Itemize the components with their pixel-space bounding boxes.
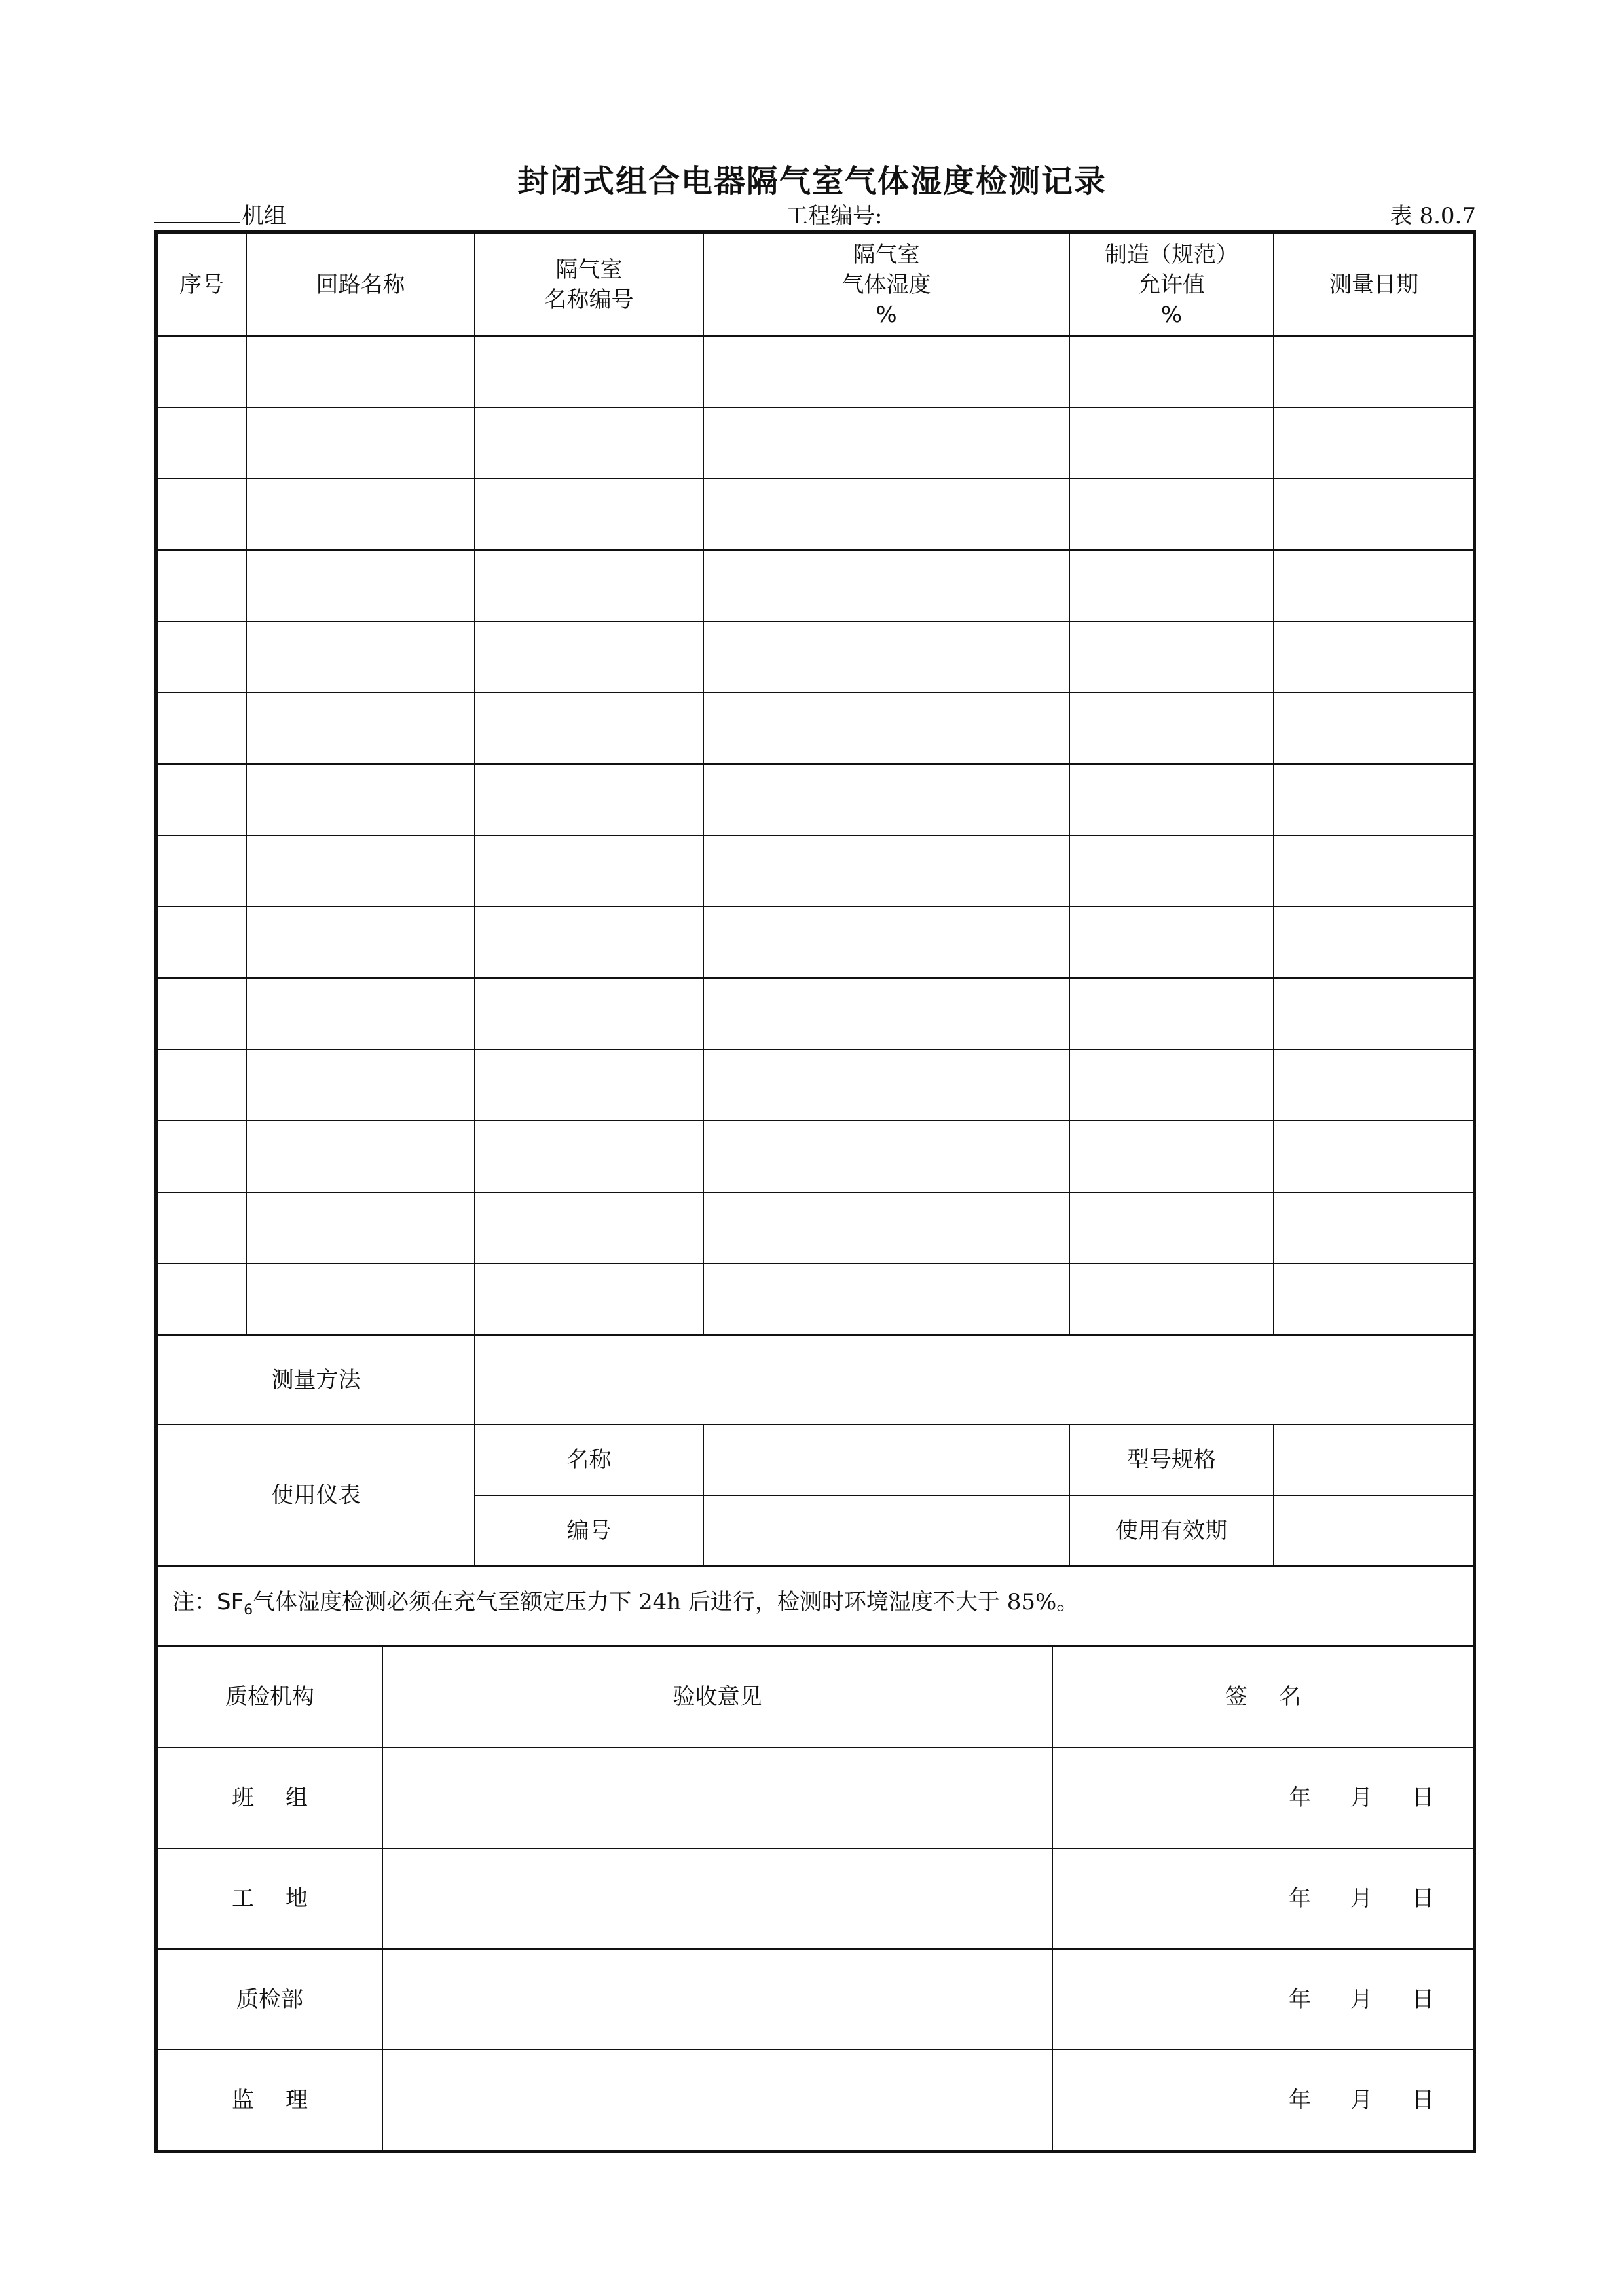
cell-seq[interactable] <box>157 479 246 550</box>
signoff-org-a: 班 <box>232 1785 254 1811</box>
cell-allowed[interactable] <box>1069 1049 1274 1121</box>
instrument-validity-label: 使用有效期 <box>1069 1495 1274 1566</box>
cell-chamber[interactable] <box>475 764 703 835</box>
date-day-label: 日 <box>1412 2087 1434 2113</box>
cell-seq[interactable] <box>157 1192 246 1264</box>
col-seq: 序号 <box>157 234 246 336</box>
date-year-label: 年 <box>1289 1986 1311 2013</box>
note-sub: 6 <box>244 1601 253 1618</box>
table-row <box>157 1264 1474 1335</box>
cell-allowed[interactable] <box>1069 479 1274 550</box>
signoff-row <box>157 1747 1474 1848</box>
instrument-number-label: 编号 <box>475 1495 703 1566</box>
cell-humidity[interactable] <box>703 1264 1069 1335</box>
table-row <box>157 1049 1474 1121</box>
cell-humidity[interactable] <box>703 621 1069 693</box>
cell-chamber[interactable] <box>475 693 703 764</box>
cell-chamber[interactable] <box>475 835 703 907</box>
col-date: 测量日期 <box>1274 234 1474 336</box>
cell-date[interactable] <box>1274 835 1474 907</box>
sign-label-a: 签 <box>1225 1684 1247 1710</box>
signoff-org-b: 组 <box>286 1785 308 1811</box>
instrument-name-input[interactable] <box>703 1425 1069 1495</box>
cell-date[interactable] <box>1274 1192 1474 1264</box>
cell-circuit[interactable] <box>246 907 475 978</box>
signoff-org <box>157 1747 382 1848</box>
sign-date[interactable] <box>1052 1949 1474 2050</box>
cell-chamber[interactable] <box>475 1049 703 1121</box>
cell-chamber[interactable] <box>475 336 703 407</box>
unit-blank-line[interactable] <box>154 202 240 223</box>
opinion-label: 验收意见 <box>382 1647 1052 1747</box>
header-row <box>157 234 1474 336</box>
date-month-label: 月 <box>1350 2087 1373 2113</box>
cell-seq[interactable] <box>157 693 246 764</box>
method-input[interactable] <box>475 1335 1474 1425</box>
note-text <box>157 1566 1474 1646</box>
cell-date[interactable] <box>1274 978 1474 1049</box>
cell-circuit[interactable] <box>246 407 475 479</box>
cell-chamber[interactable] <box>475 978 703 1049</box>
cell-humidity[interactable] <box>703 407 1069 479</box>
cell-date[interactable] <box>1274 621 1474 693</box>
cell-circuit[interactable] <box>246 764 475 835</box>
cell-seq[interactable] <box>157 407 246 479</box>
col-chamber-line2: 名称编号 <box>544 287 634 313</box>
cell-circuit[interactable] <box>246 978 475 1049</box>
cell-seq[interactable] <box>157 1264 246 1335</box>
instrument-model-input[interactable] <box>1274 1425 1474 1495</box>
date-year-label: 年 <box>1289 1785 1311 1811</box>
opinion-input[interactable] <box>382 2050 1052 2151</box>
signoff-row <box>157 1949 1474 2050</box>
cell-date[interactable] <box>1274 407 1474 479</box>
signoff-org <box>157 1848 382 1949</box>
cell-allowed[interactable] <box>1069 1264 1274 1335</box>
cell-humidity[interactable] <box>703 1192 1069 1264</box>
note-prefix: 注： <box>172 1588 217 1615</box>
cell-seq[interactable] <box>157 978 246 1049</box>
cell-circuit[interactable] <box>246 1192 475 1264</box>
cell-chamber[interactable] <box>475 1192 703 1264</box>
table-row <box>157 907 1474 978</box>
signoff-org-b: 理 <box>286 2087 308 2113</box>
col-humidity-unit: % <box>876 302 897 328</box>
col-humidity-line2: 气体湿度 <box>841 272 931 298</box>
instrument-model-label: 型号规格 <box>1069 1425 1274 1495</box>
cell-date[interactable] <box>1274 764 1474 835</box>
sign-label <box>1052 1647 1474 1747</box>
signoff-header-row <box>157 1647 1474 1747</box>
cell-date[interactable] <box>1274 1049 1474 1121</box>
cell-circuit[interactable] <box>246 693 475 764</box>
col-circuit: 回路名称 <box>246 234 475 336</box>
signoff-org <box>157 1949 382 2050</box>
note-rest: 气体湿度检测必须在充气至额定压力下 24h 后进行，检测时环境湿度不大于 85%。 <box>253 1588 1079 1615</box>
cell-chamber[interactable] <box>475 907 703 978</box>
instrument-name-label: 名称 <box>475 1425 703 1495</box>
date-day-label: 日 <box>1412 1785 1434 1811</box>
col-allowed-line1: 制造（规范） <box>1105 242 1238 268</box>
signoff-org-b: 地 <box>286 1886 308 1912</box>
cell-circuit[interactable] <box>246 479 475 550</box>
table-row <box>157 336 1474 407</box>
cell-circuit[interactable] <box>246 1264 475 1335</box>
table-row <box>157 621 1474 693</box>
cell-allowed[interactable] <box>1069 978 1274 1049</box>
measurement-table <box>157 233 1475 1647</box>
unit-field <box>154 198 286 230</box>
cell-circuit[interactable] <box>246 336 475 407</box>
col-humidity <box>703 234 1069 336</box>
cell-seq[interactable] <box>157 336 246 407</box>
cell-chamber[interactable] <box>475 1264 703 1335</box>
page-title: 封闭式组合电器隔气室气体湿度检测记录 <box>517 163 1107 200</box>
cell-circuit[interactable] <box>246 550 475 621</box>
cell-seq[interactable] <box>157 550 246 621</box>
signoff-org-a: 工 <box>232 1886 254 1912</box>
instrument-validity-input[interactable] <box>1274 1495 1474 1566</box>
cell-seq[interactable] <box>157 1121 246 1192</box>
cell-allowed[interactable] <box>1069 835 1274 907</box>
cell-circuit[interactable] <box>246 1049 475 1121</box>
col-allowed-line2: 允许值 <box>1138 272 1205 298</box>
date-month-label: 月 <box>1350 1986 1373 2013</box>
cell-humidity[interactable] <box>703 764 1069 835</box>
table-row <box>157 1121 1474 1192</box>
cell-allowed[interactable] <box>1069 1192 1274 1264</box>
cell-seq[interactable] <box>157 1049 246 1121</box>
table-number: 表 8.0.7 <box>1390 203 1476 229</box>
cell-humidity[interactable] <box>703 907 1069 978</box>
cell-circuit[interactable] <box>246 835 475 907</box>
cell-seq[interactable] <box>157 835 246 907</box>
method-label: 测量方法 <box>157 1335 475 1425</box>
table-row <box>157 479 1474 550</box>
date-year-label: 年 <box>1289 2087 1311 2113</box>
note-sf: SF <box>217 1588 244 1615</box>
cell-chamber[interactable] <box>475 1121 703 1192</box>
table-row <box>157 693 1474 764</box>
date-year-label: 年 <box>1289 1886 1311 1912</box>
project-number-label: 工程编号: <box>786 203 883 229</box>
table-row <box>157 764 1474 835</box>
cell-humidity[interactable] <box>703 1049 1069 1121</box>
table-row <box>157 978 1474 1049</box>
opinion-input[interactable] <box>382 1747 1052 1848</box>
cell-chamber[interactable] <box>475 407 703 479</box>
cell-allowed[interactable] <box>1069 407 1274 479</box>
col-humidity-line1: 隔气室 <box>853 242 920 268</box>
cell-allowed[interactable] <box>1069 336 1274 407</box>
sign-date[interactable] <box>1052 2050 1474 2151</box>
signoff-org <box>157 2050 382 2151</box>
col-allowed-unit: % <box>1160 302 1183 328</box>
cell-seq[interactable] <box>157 764 246 835</box>
cell-seq[interactable] <box>157 907 246 978</box>
cell-circuit[interactable] <box>246 621 475 693</box>
cell-date[interactable] <box>1274 336 1474 407</box>
instrument-row-1 <box>157 1425 1474 1495</box>
opinion-input[interactable] <box>382 1949 1052 2050</box>
cell-humidity[interactable] <box>703 479 1069 550</box>
opinion-input[interactable] <box>382 1848 1052 1949</box>
cell-humidity[interactable] <box>703 835 1069 907</box>
cell-allowed[interactable] <box>1069 693 1274 764</box>
col-chamber <box>475 234 703 336</box>
instrument-label: 使用仪表 <box>157 1425 475 1566</box>
cell-date[interactable] <box>1274 550 1474 621</box>
cell-humidity[interactable] <box>703 693 1069 764</box>
cell-humidity[interactable] <box>703 1121 1069 1192</box>
cell-date[interactable] <box>1274 693 1474 764</box>
col-chamber-line1: 隔气室 <box>555 257 623 283</box>
sign-label-b: 名 <box>1279 1684 1301 1710</box>
cell-date[interactable] <box>1274 907 1474 978</box>
table-row <box>157 835 1474 907</box>
cell-allowed[interactable] <box>1069 1121 1274 1192</box>
date-month-label: 月 <box>1350 1886 1373 1912</box>
cell-date[interactable] <box>1274 479 1474 550</box>
col-allowed <box>1069 234 1274 336</box>
table-row <box>157 407 1474 479</box>
cell-humidity[interactable] <box>703 978 1069 1049</box>
cell-chamber[interactable] <box>475 621 703 693</box>
table-row <box>157 550 1474 621</box>
cell-chamber[interactable] <box>475 550 703 621</box>
method-row <box>157 1335 1474 1425</box>
date-day-label: 日 <box>1412 1886 1434 1912</box>
date-month-label: 月 <box>1350 1785 1373 1811</box>
signoff-row <box>157 1848 1474 1949</box>
cell-date[interactable] <box>1274 1264 1474 1335</box>
instrument-number-input[interactable] <box>703 1495 1069 1566</box>
signoff-org-a: 监 <box>232 2087 254 2113</box>
sign-date[interactable] <box>1052 1747 1474 1848</box>
cell-humidity[interactable] <box>703 550 1069 621</box>
cell-date[interactable] <box>1274 1121 1474 1192</box>
cell-chamber[interactable] <box>475 479 703 550</box>
table-row <box>157 1192 1474 1264</box>
cell-seq[interactable] <box>157 621 246 693</box>
cell-allowed[interactable] <box>1069 764 1274 835</box>
cell-circuit[interactable] <box>246 1121 475 1192</box>
cell-allowed[interactable] <box>1069 550 1274 621</box>
signoff-row <box>157 2050 1474 2151</box>
org-label: 质检机构 <box>157 1647 382 1747</box>
signoff-table <box>157 1646 1475 2151</box>
sign-date[interactable] <box>1052 1848 1474 1949</box>
cell-allowed[interactable] <box>1069 907 1274 978</box>
note-row <box>157 1566 1474 1646</box>
unit-suffix: 机组 <box>242 203 286 229</box>
date-day-label: 日 <box>1412 1986 1434 2013</box>
cell-humidity[interactable] <box>703 336 1069 407</box>
signoff-org-a: 质检部 <box>236 1986 303 2013</box>
cell-allowed[interactable] <box>1069 621 1274 693</box>
